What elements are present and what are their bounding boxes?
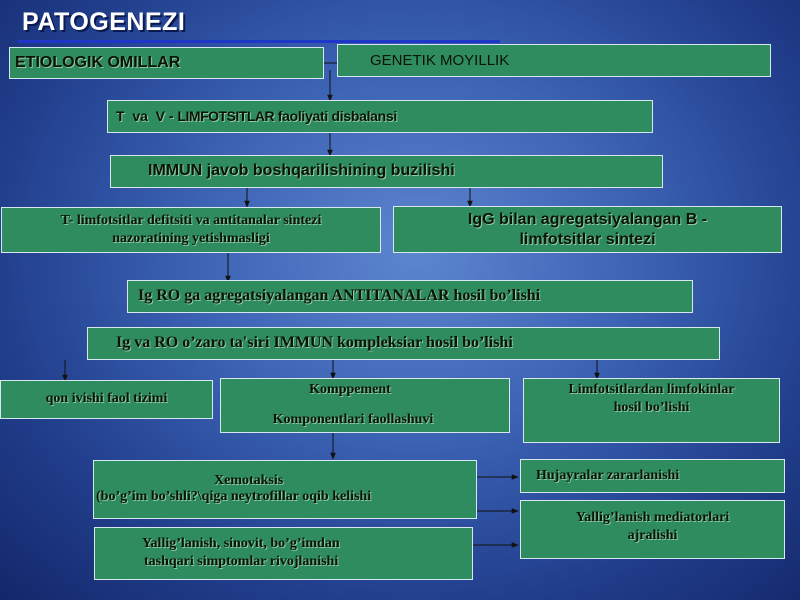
xemotaksis-box xyxy=(93,460,477,519)
limfokinlar-label-1: Limfotsitlardan limfokinlar xyxy=(568,382,735,397)
qon-ivishi-label: qon ivishi faol tizimi xyxy=(45,391,168,407)
yallig-mediator-label-2: ajralishi xyxy=(627,528,678,544)
igg-label-1: IgG bilan agregatsiyalangan B - xyxy=(467,210,708,228)
immun-javob-box xyxy=(110,155,663,188)
ig-ro-box xyxy=(127,280,693,313)
etiologik-omillar-box xyxy=(9,47,324,79)
komplement-box xyxy=(220,378,510,433)
yallig-mediator-box xyxy=(520,500,785,559)
t-defitsit-label-2: nazoratining yetishmasligi xyxy=(112,231,270,246)
qon-ivishi-box xyxy=(0,380,213,419)
limfotsitlar-label-b: LIMFOTSITLAR xyxy=(177,108,275,125)
igg-box xyxy=(393,206,782,253)
t-defitsit-label-1: T- limfotsitlar defitsiti va antitanalar sintezi xyxy=(60,212,322,228)
komplement-label-1: Komppement xyxy=(309,382,391,397)
limfotsitlar-label-c: faoliyati disbalansi xyxy=(274,108,397,125)
hujayralar-label: Hujayralar zararlanishi xyxy=(536,467,680,483)
hujayralar-box xyxy=(520,459,785,493)
ig-va-ro-box xyxy=(87,327,720,360)
t-defitsit-box xyxy=(1,207,381,253)
limfotsitlar-label-a: T va V - xyxy=(116,108,178,125)
ig-va-ro-label: Ig va RO o’zaro ta'siri IMMUN kompleksiar hosil bo’lishi xyxy=(116,334,513,352)
immun-javob-label: IMMUN javob boshqarilishining buzilishi xyxy=(148,162,455,180)
yallig-sinovit-label-2: tashqari simptomlar rivojlanishi xyxy=(144,554,339,570)
genetik-moyillik-box xyxy=(337,44,771,77)
limfokinlar-label-2: hosil bo’lishi xyxy=(613,400,690,416)
limfotsitlar-box xyxy=(107,100,653,133)
page-title: PATOGENEZI xyxy=(22,8,186,36)
yallig-sinovit-box xyxy=(94,527,473,580)
xemotaksis-label-1: Xemotaksis xyxy=(214,473,284,488)
xemotaksis-label-2: (bo’g’im bo’shli?\qiga neytrofillar oqib kelishi xyxy=(96,489,372,505)
yallig-sinovit-label-1: Yallig’lanish, sinovit, bo’g’imdan xyxy=(142,536,340,551)
ig-ro-label: Ig RO ga agregatsiyalangan ANTITANALAR hosil bo’lishi xyxy=(138,287,541,305)
igg-label-2: limfotsitlar sintezi xyxy=(519,230,656,248)
limfokinlar-box xyxy=(523,378,780,443)
yallig-mediator-label-1: Yallig’lanish mediatorlari xyxy=(575,510,730,525)
genetik-moyillik-label: GENETIK MOYILLIK xyxy=(370,51,510,69)
etiologik-omillar-label: ETIOLOGIK OMILLAR xyxy=(15,53,181,71)
komplement-label-2: Komponentlari faollashuvi xyxy=(272,411,434,427)
